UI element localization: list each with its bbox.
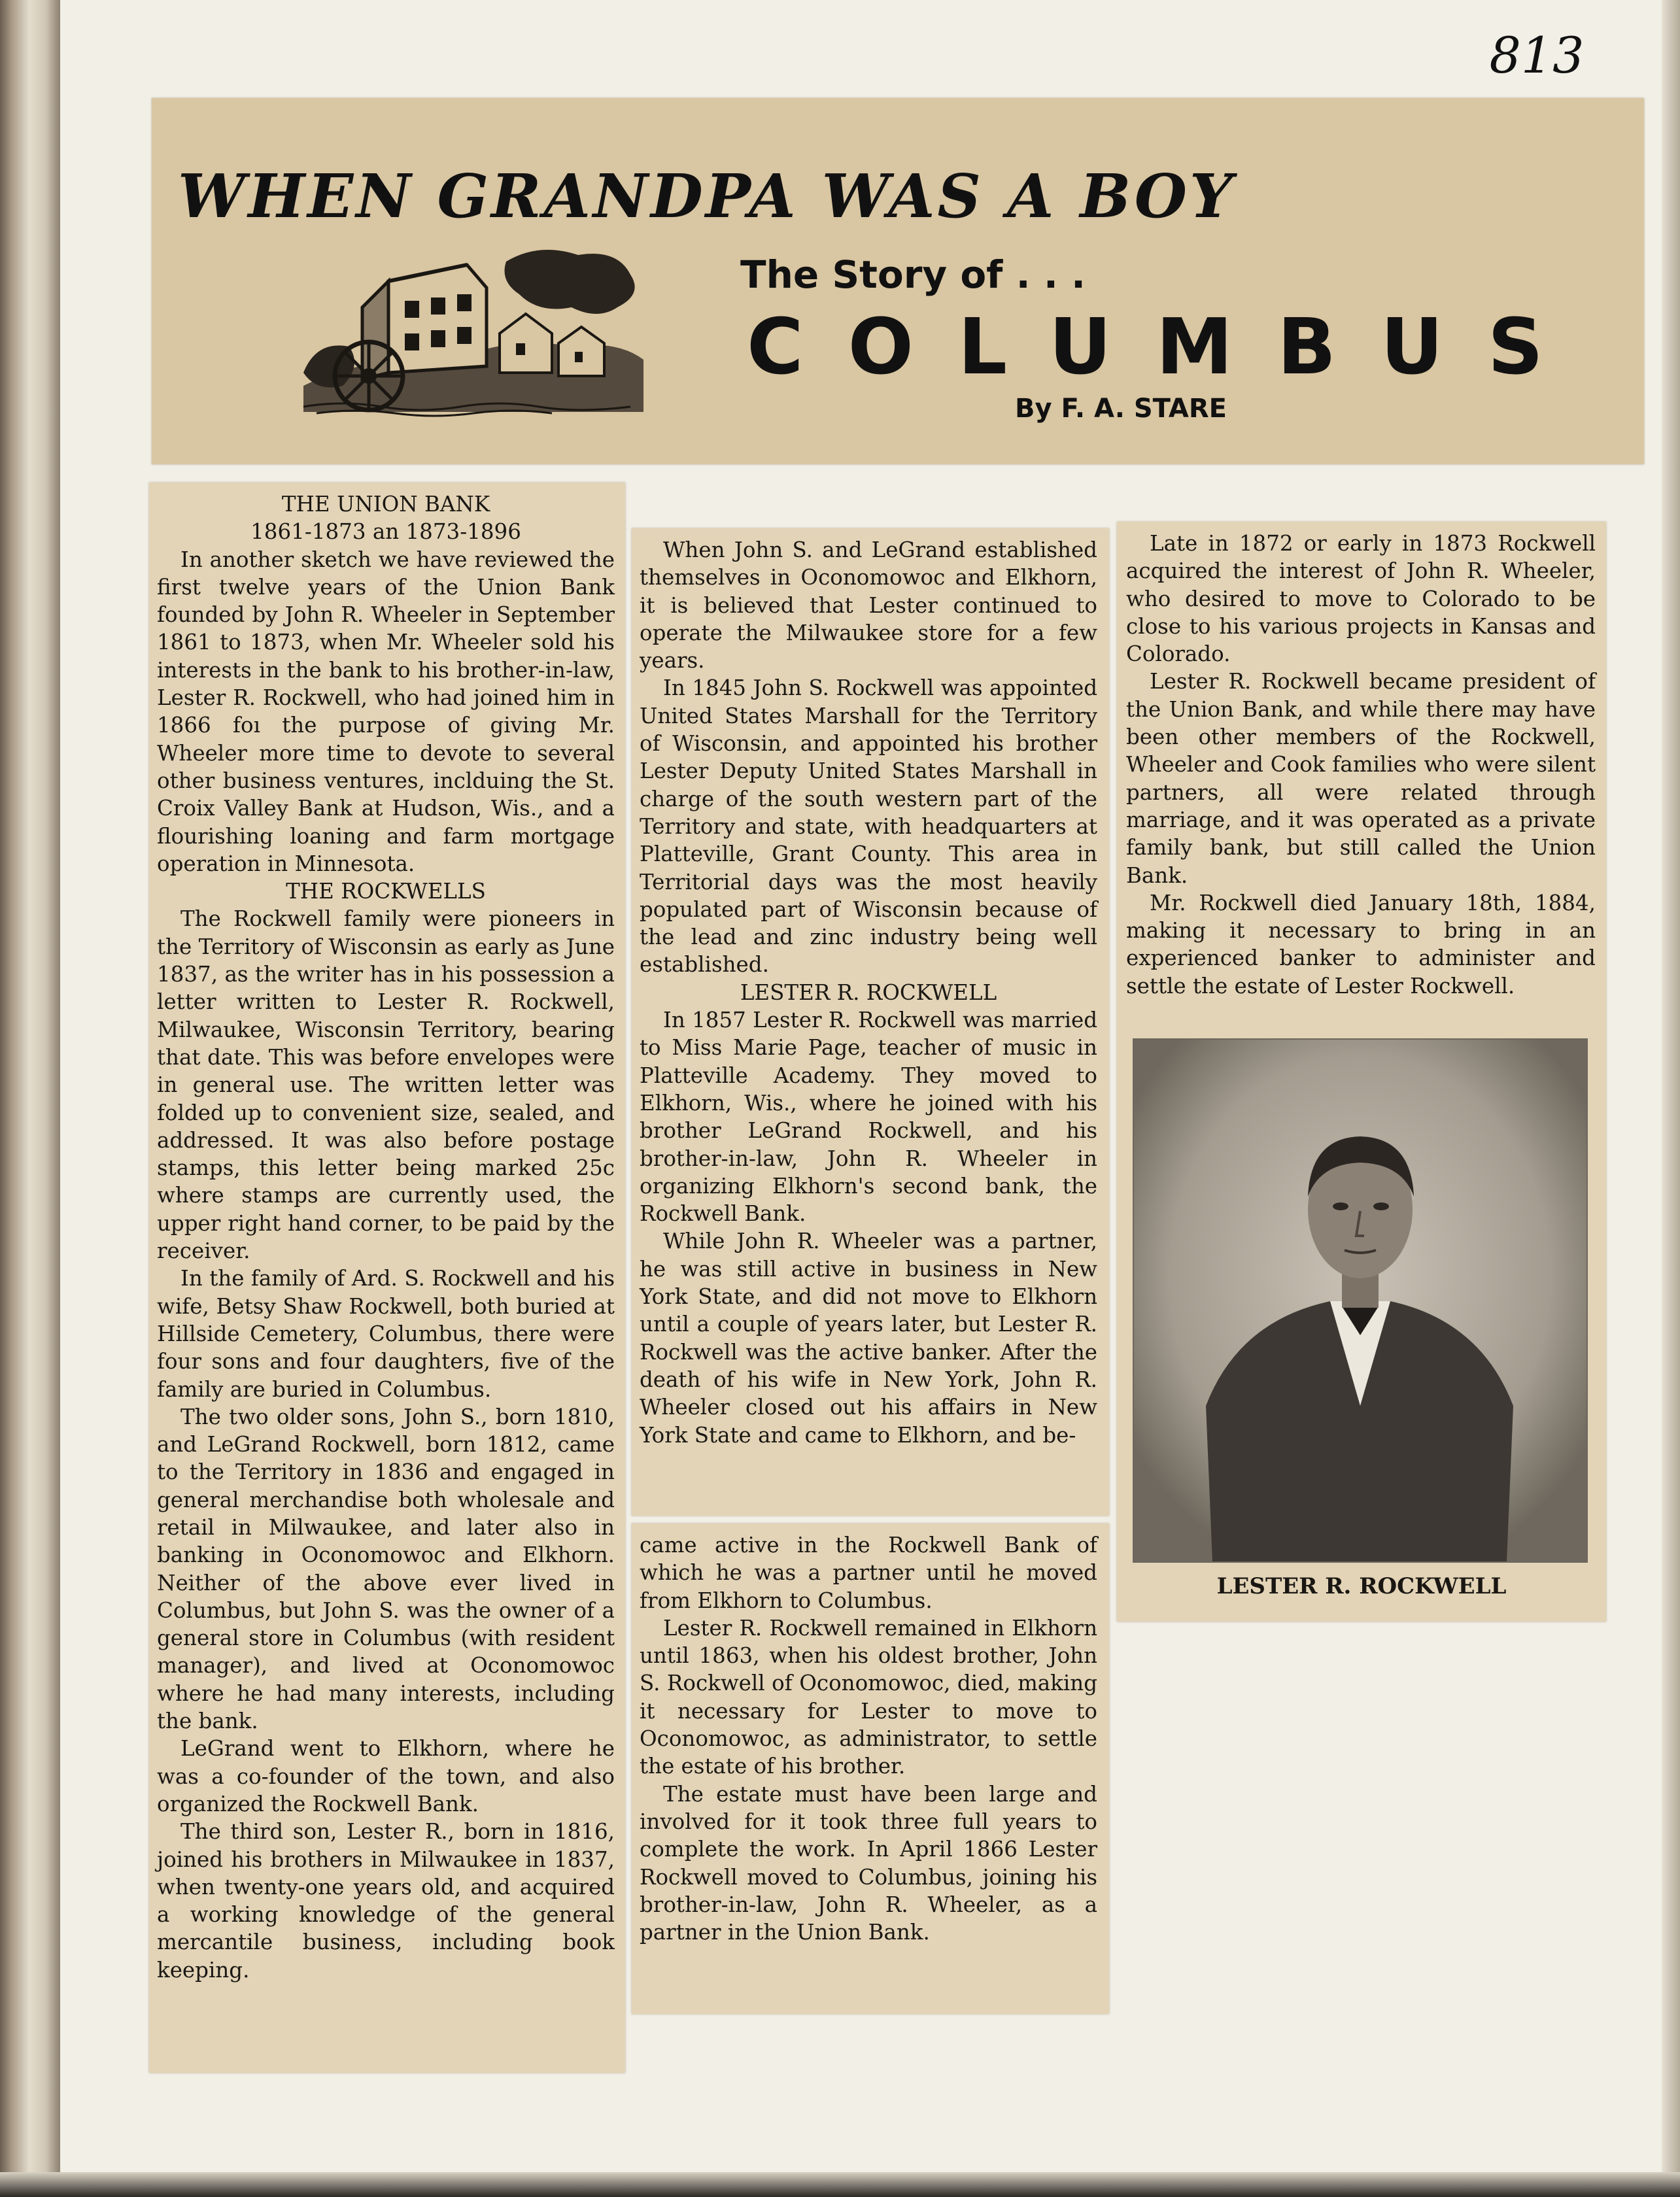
portrait-photo — [1133, 1038, 1588, 1563]
column-3-clipping — [632, 1524, 1109, 2014]
page-bottom-edge — [0, 2172, 1680, 2197]
section-subheading-years: 1861-1873 an 1873-1896 — [250, 519, 521, 545]
paragraph: The third son, Lester R., born in 1816, joined his brothers in Milwaukee in 1837, when twenty-one years old, and acquired a working knowledge of the general mercantile business, including book keeping. — [157, 1819, 615, 1983]
paragraph: The Rockwell family were pioneers in the Territory of Wisconsin as early as June 1837, as the writer has in his possession a letter written to Lester R. Rockwell, Milwaukee, Wisconsin Territory, bearing that date. This was before envelopes were in general use. The written letter was folded up to convenient size, sealed, and addressed. It was also before postage stamps, this letter being marked 25c where stamps are currently used, the upper right hand corner, to be paid by the receiver. — [157, 906, 615, 1264]
page-number: 813 — [1489, 26, 1585, 84]
town-name-heading: COLUMBUS — [747, 301, 1588, 392]
paragraph: In 1845 John S. Rockwell was appointed United States Marshall for the Territory of Wisconsin, and appointed his brother Lester Deputy United States Marshall in charge of the south western part of the Territory and state, with headquarters at Platteville, Grant County. This area in Territorial days was the most heavily populated part of Wisconsin because of the lead and zinc industry being well established. — [640, 675, 1097, 978]
story-of-label: The Story of . . . — [740, 252, 1086, 297]
paragraph: Late in 1872 or early in 1873 Rockwell acquired the interest of John R. Wheeler, who desired to move to Colorado to be close to his various projects in Kansas and Colorado. — [1126, 531, 1596, 667]
paragraph: When John S. and LeGrand established themselves in Oconomowoc and Elkhorn, it is believed that Lester continued to operate the Milwaukee store for a few years. — [640, 537, 1097, 673]
column-1-clipping — [149, 483, 625, 2073]
byline: By F. A. STARE — [1015, 394, 1227, 424]
masthead-title: WHEN GRANDPA WAS A BOY — [178, 161, 1235, 231]
column-2-text — [640, 536, 1097, 1449]
column-3-text — [640, 1531, 1097, 1946]
column-4-text — [1126, 530, 1596, 1000]
column-2-clipping — [632, 528, 1109, 1516]
paragraph: Lester R. Rockwell remained in Elkhorn until 1863, when his oldest brother, John S. Rockwell of Oconomowoc, died, making it necessary for Lester to move to Oconomowoc, as administrator, to settle the estate of his brother. — [640, 1615, 1097, 1779]
portrait-figure — [1134, 1040, 1586, 1561]
section-heading-lester-rockwell: LESTER R. ROCKWELL — [740, 979, 997, 1005]
portrait-caption: LESTER R. ROCKWELL — [1216, 1573, 1507, 1599]
column-1-text — [157, 490, 615, 1984]
paragraph: While John R. Wheeler was a partner, he was still active in business in New York State, and did not move to Elkhorn until a couple of years later, but Lester R. Rockwell was the active banker. After the death of his wife in New York, John R. Wheeler closed out his affairs in New York State and came to Elkhorn, and be- — [640, 1229, 1097, 1448]
page-edge — [1662, 0, 1680, 2197]
paragraph: The two older sons, John S., born 1810, and LeGrand Rockwell, born 1812, came to the Territory in 1836 and engaged in general merchandise both wholesale and retail in Milwaukee, and later also in banking in Oconomowoc and Elkhorn. Neither of the above ever lived in Columbus, but John S. was the owner of a general store in Columbus (with resident manager), and lived at Oconomowoc where he had many interests, including the bank. — [157, 1404, 615, 1734]
paragraph: came active in the Rockwell Bank of which he was a partner until he moved from Elkhorn to Columbus. — [640, 1533, 1097, 1613]
paragraph: Mr. Rockwell died January 18th, 1884, making it necessary to bring in an experienced banker to administer and settle the estate of Lester Rockwell. — [1126, 890, 1596, 998]
section-heading-rockwells: THE ROCKWELLS — [286, 879, 486, 904]
paragraph: The estate must have been large and involved for it took three full years to complete the work. In April 1866 Lester Rockwell moved to Columbus, joining his brother-in-law, John R. Wheeler, as a partner in the Union Bank. — [640, 1781, 1097, 1945]
paragraph: In 1857 Lester R. Rockwell was married to Miss Marie Page, teacher of music in Platteville Academy. They moved to Elkhorn, Wis., where he joined with his brother LeGrand Rockwell, and his brother-in-law, John R. Wheeler in organizing Elkhorn's second bank, the Rockwell Bank. — [640, 1008, 1097, 1227]
section-heading-union-bank: THE UNION BANK — [281, 492, 490, 517]
paragraph: LeGrand went to Elkhorn, where he was a co-founder of the town, and also organized the Rockwell Bank. — [157, 1736, 615, 1816]
paragraph: In the family of Ard. S. Rockwell and his wife, Betsy Shaw Rockwell, both buried at Hillside Cemetery, Columbus, there were four sons and four daughters, five of the family are buried in Columbus. — [157, 1266, 615, 1402]
header-clipping — [152, 98, 1644, 464]
paragraph: Lester R. Rockwell became president of the Union Bank, and while there may have been other members of the Rockwell, Wheeler and Cook families who were silent partners, all were related through marriage, and it was operated as a private family bank, but still called the Union Bank. — [1126, 669, 1596, 888]
old-mill-illustration — [290, 235, 657, 418]
paragraph: In another sketch we have reviewed the first twelve years of the Union Bank founded by John R. Wheeler in September 1861 to 1873, when Mr. Wheeler sold his interests in the bank to his brother-in-law, Lester R. Rockwell, who had joined him in 1866 foı the purpose of giving Mr. Wheeler more time to devote to several other business ventures, inclduing the St. Croix Valley Bank at Hudson, Wis., and a flourishing loaning and farm mortgage operation in Minnesota. — [157, 547, 615, 876]
column-4-clipping — [1117, 522, 1606, 1622]
scrapbook-binding — [0, 0, 60, 2197]
